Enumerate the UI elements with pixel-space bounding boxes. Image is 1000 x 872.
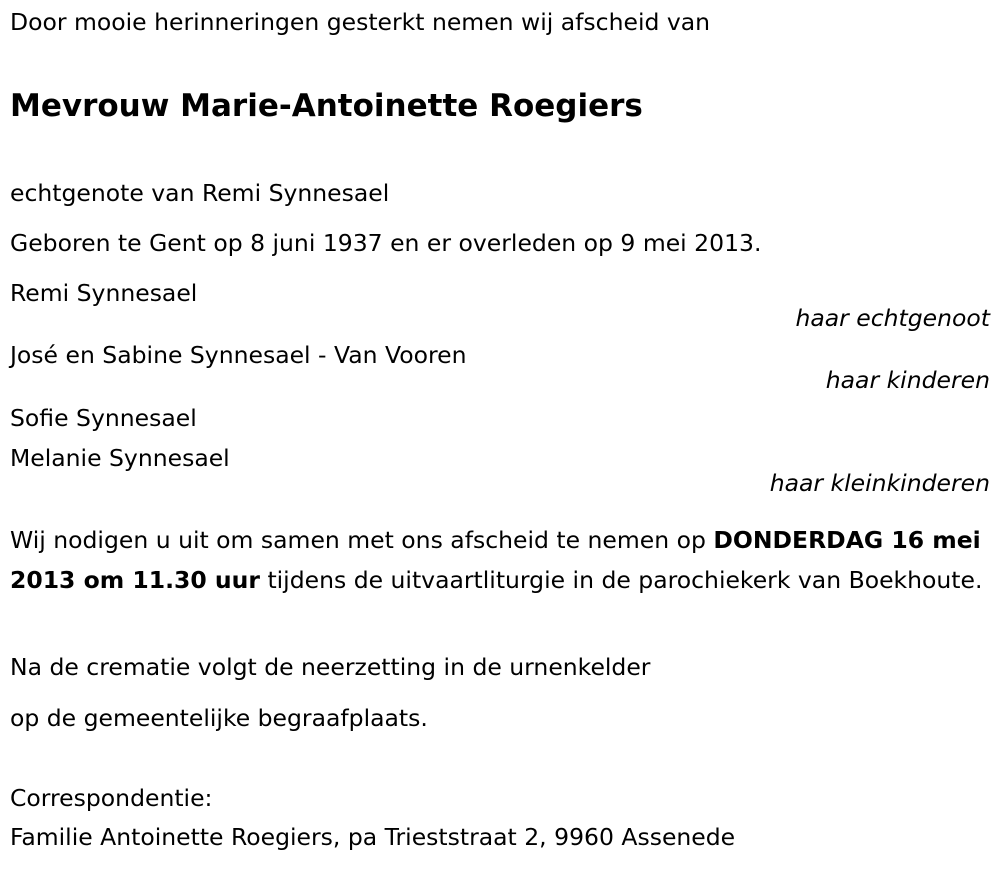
correspondence-label: Correspondentie: (10, 784, 213, 812)
invitation-text: Wij nodigen u uit om samen met ons afscheid te nemen op (10, 526, 714, 554)
funeral-date: DONDERDAG 16 mei 2013 om 11.30 uur (10, 526, 981, 594)
family-name: Remi Synnesael (10, 279, 198, 307)
family-name: Sofie Synnesael (10, 404, 197, 432)
family-relation: haar kinderen (825, 366, 990, 394)
family-relation: haar kleinkinderen (769, 469, 990, 497)
cremation-line: op de gemeentelijke begraafplaats. (10, 704, 428, 732)
cremation-line: Na de crematie volgt de neerzetting in de urnenkelder (10, 653, 651, 681)
invitation-text: tijdens de uitvaartliturgie in de parochiekerk van Boekhoute. (259, 566, 983, 594)
intro-text: Door mooie herinneringen gesterkt nemen wij afscheid van (10, 8, 711, 36)
family-name: Melanie Synnesael (10, 444, 230, 472)
spouse-line: echtgenote van Remi Synnesael (10, 179, 390, 207)
deceased-name: Mevrouw Marie-Antoinette Roegiers (10, 88, 643, 124)
family-name: José en Sabine Synnesael - Van Vooren (10, 341, 467, 369)
invitation-paragraph (10, 520, 995, 600)
birth-death-line: Geboren te Gent op 8 juni 1937 en er overleden op 9 mei 2013. (10, 229, 762, 257)
family-relation: haar echtgenoot (795, 304, 990, 332)
correspondence-address: Familie Antoinette Roegiers, pa Trieststraat 2, 9960 Assenede (10, 823, 736, 851)
